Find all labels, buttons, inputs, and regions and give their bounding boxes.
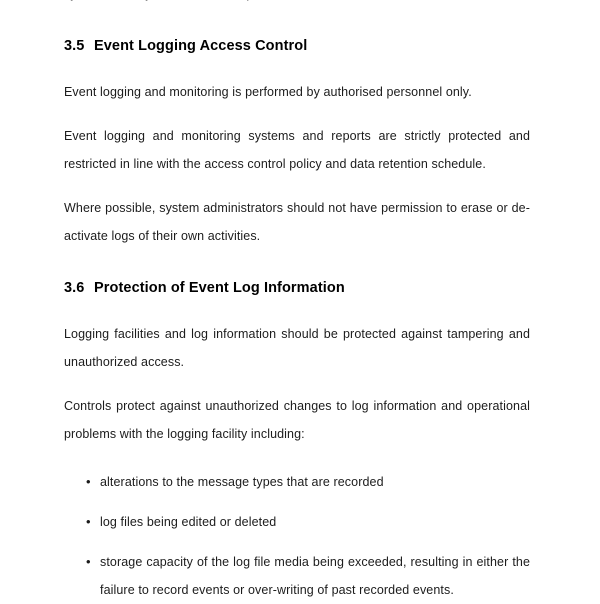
heading-title-3-5: Event Logging Access Control — [94, 38, 308, 54]
paragraph-intro-tail — [64, 0, 530, 8]
list-item-text: storage capacity of the log file media being exceeded, resulting in either the failure to record events or over-writing of past recorded events. — [100, 555, 530, 597]
heading-number-3-5: 3.5 — [64, 38, 85, 54]
heading-number-3-6: 3.6 — [64, 280, 85, 296]
paragraph-36-1: Logging facilities and log information should be protected against tampering and unauthorized access. — [64, 327, 530, 369]
list-item — [64, 468, 530, 496]
paragraph-35-1: Event logging and monitoring is performed by authorised personnel only. — [64, 85, 472, 99]
spacer-before-bullets — [64, 448, 530, 468]
heading-section-3-5 — [64, 32, 530, 60]
bullet-list-log-protection-controls — [64, 468, 530, 604]
list-item-text: log files being edited or deleted — [100, 515, 277, 529]
spacer-36-1 — [64, 376, 530, 392]
paragraph-35-2: Event logging and monitoring systems and reports are strictly protected and restricted in line with the access control policy and data retention schedule. — [64, 129, 530, 171]
heading-section-3-6 — [64, 274, 530, 302]
spacer-35-1 — [64, 106, 530, 122]
spacer-35-2 — [64, 178, 530, 194]
spacer-before-heading-35 — [64, 8, 530, 32]
list-item — [64, 548, 530, 604]
bullet-dot-icon: • — [86, 554, 91, 569]
paragraph-36-2: Controls protect against unauthorized changes to log information and operational problems with the logging facility including: — [64, 399, 530, 441]
paragraph-35-3: Where possible, system administrators should not have permission to erase or de-activate logs of their own activities. — [64, 201, 530, 243]
spacer-before-heading-36 — [64, 250, 530, 274]
document-content-column — [64, 0, 530, 604]
spacer-after-heading-35 — [64, 60, 530, 78]
list-item — [64, 508, 530, 536]
list-item-text: alterations to the message types that are recorded — [100, 475, 384, 489]
heading-title-3-6: Protection of Event Log Information — [94, 280, 345, 296]
bullet-dot-icon: • — [86, 514, 91, 529]
spacer-after-heading-36 — [64, 302, 530, 320]
bullet-dot-icon: • — [86, 474, 91, 489]
